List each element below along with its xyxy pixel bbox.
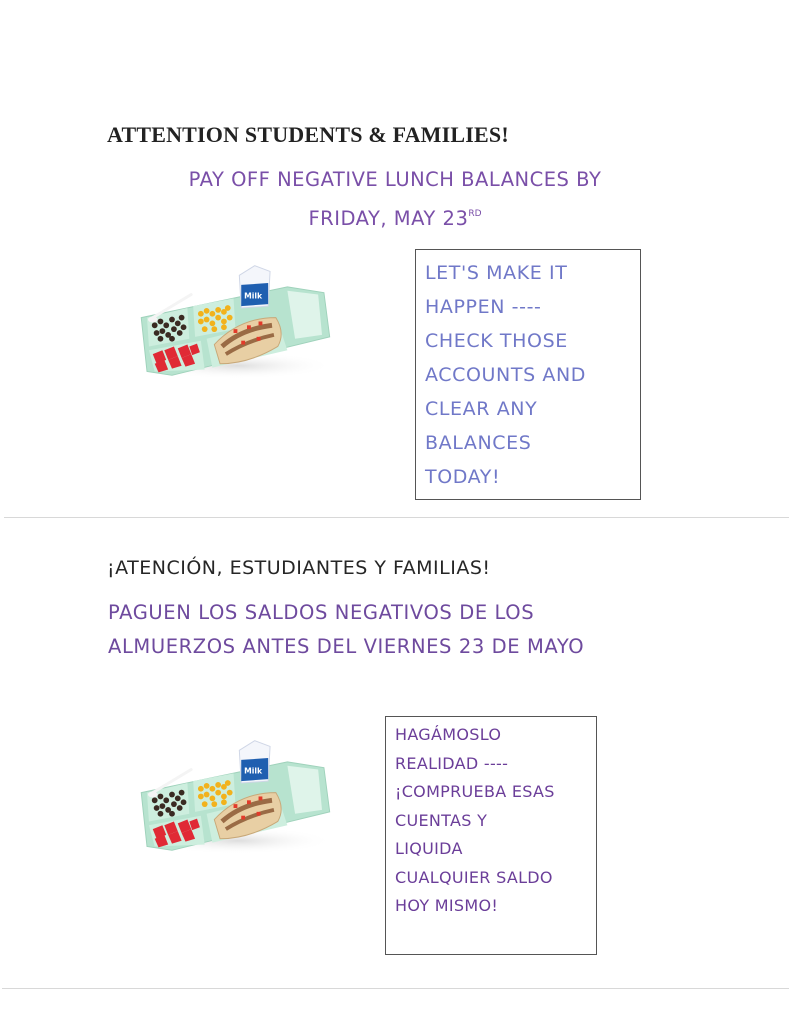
callout-line: TODAY!: [425, 466, 501, 488]
lunch-tray-icon: [132, 258, 337, 383]
spanish-subheading: [108, 596, 584, 664]
callout-line: LET'S MAKE IT: [425, 262, 568, 284]
callout-line: CUALQUIER SALDO: [395, 867, 553, 887]
svg-text:Milk: Milk: [244, 766, 263, 776]
english-heading: ATTENTION STUDENTS & FAMILIES!: [107, 122, 509, 147]
lunch-tray-icon: [132, 733, 337, 858]
spanish-subheading-line-2: ALMUERZOS ANTES DEL VIERNES 23 DE MAYO: [108, 635, 585, 658]
lunch-tray-image-english: [132, 258, 337, 387]
callout-line: CHECK THOSE: [425, 330, 568, 352]
deadline-date: FRIDAY, MAY 23: [308, 207, 469, 230]
spanish-heading: ¡ATENCIÓN, ESTUDIANTES Y FAMILIAS!: [107, 557, 491, 579]
date-ordinal-suffix: RD: [468, 209, 482, 219]
callout-line: CUENTAS Y: [395, 810, 488, 830]
callout-line: ACCOUNTS AND: [425, 364, 587, 386]
callout-line: CLEAR ANY: [425, 398, 538, 420]
callout-line: LIQUIDA: [395, 839, 463, 858]
section-divider: [4, 517, 789, 518]
spanish-subheading-line-1: PAGUEN LOS SALDOS NEGATIVOS DE LOS: [108, 601, 535, 624]
bottom-divider: [2, 988, 789, 989]
callout-line: ¡COMPRUEBA ESAS: [395, 782, 555, 801]
english-subheading: [120, 163, 670, 236]
spanish-callout-box: [385, 716, 597, 955]
callout-line: HAPPEN ----: [425, 296, 542, 318]
svg-text:Milk: Milk: [244, 291, 263, 301]
callout-line: HOY MISMO!: [395, 896, 499, 915]
callout-line: BALANCES: [425, 432, 532, 454]
callout-line: HAGÁMOSLO: [395, 725, 502, 744]
english-subheading-line-1: PAY OFF NEGATIVE LUNCH BALANCES BY: [188, 168, 602, 191]
callout-line: REALIDAD ----: [395, 753, 509, 773]
english-subheading-line-2: [120, 197, 670, 236]
english-callout-box: [415, 249, 641, 500]
lunch-tray-image-spanish: [132, 733, 337, 862]
